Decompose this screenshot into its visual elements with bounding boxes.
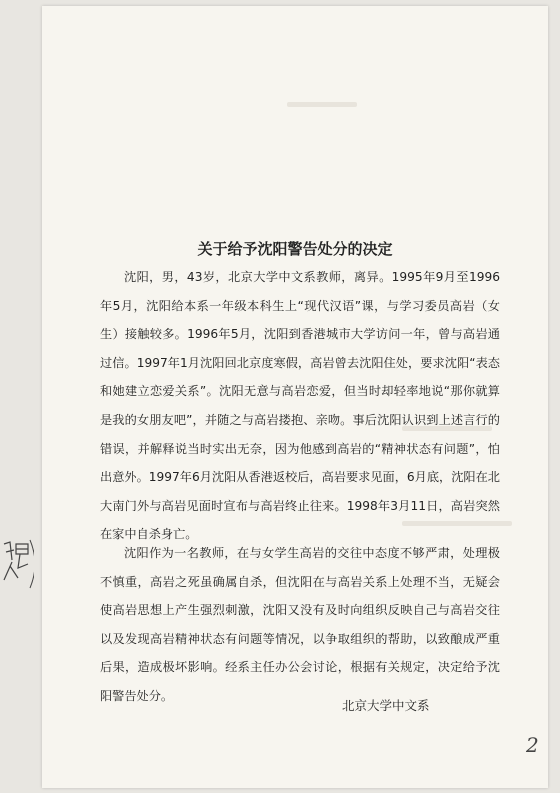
- page-number: 2: [526, 733, 539, 757]
- paragraph-1: 沈阳，男，43岁，北京大学中文系教师，离异。1995年9月至1996年5月，沈阳给本系一年级本科生上“现代汉语”课，与学习委员高岩（女生）接触较多。1996年5月，沈阳到香港城市大学访问一年，曾与高岩通过信。1997年1月沈阳回北京度寒假，高岩曾去沈阳住处，要求沈阳“表态和她建立恋爱关系”。沈阳无意与高岩恋爱，但当时却轻率地说“那你就算是我的女朋友吧”，并随之与高岩搂抱、亲吻。事后沈阳认识到上述言行的错误，并解释说当时实出无奈，因为他感到高岩的“精神状态有问题”，怕出意外。1997年6月沈阳从香港返校后，高岩要求见面，6月底，沈阳在北大南门外与高岩见面时宣布与高岩终止往来。1998年3月11日，高岩突然在家中自杀身亡。: [100, 270, 500, 542]
- document-title: 关于给予沈阳警告处分的决定: [197, 240, 393, 258]
- document-page: [42, 6, 548, 788]
- paragraph-2: 沈阳作为一名教师，在与女学生高岩的交往中态度不够严肃，处理极不慎重，高岩之死虽确属自杀，但沈阳在与高岩关系上处理不当，无疑会使高岩思想上产生强烈刺激，沈阳又没有及时向组织反映自己与高岩交往以及发现高岩精神状态有问题等情况，以争取组织的帮助，以致酿成严重后果，造成极坏影响。经系主任办公会讨论，根据有关规定，决定给予沈阳警告处分。: [100, 546, 500, 703]
- signature: 北京大学中文系: [342, 698, 430, 713]
- handwritten-mark-icon: [0, 538, 34, 590]
- bleed-through-mark: [287, 102, 357, 107]
